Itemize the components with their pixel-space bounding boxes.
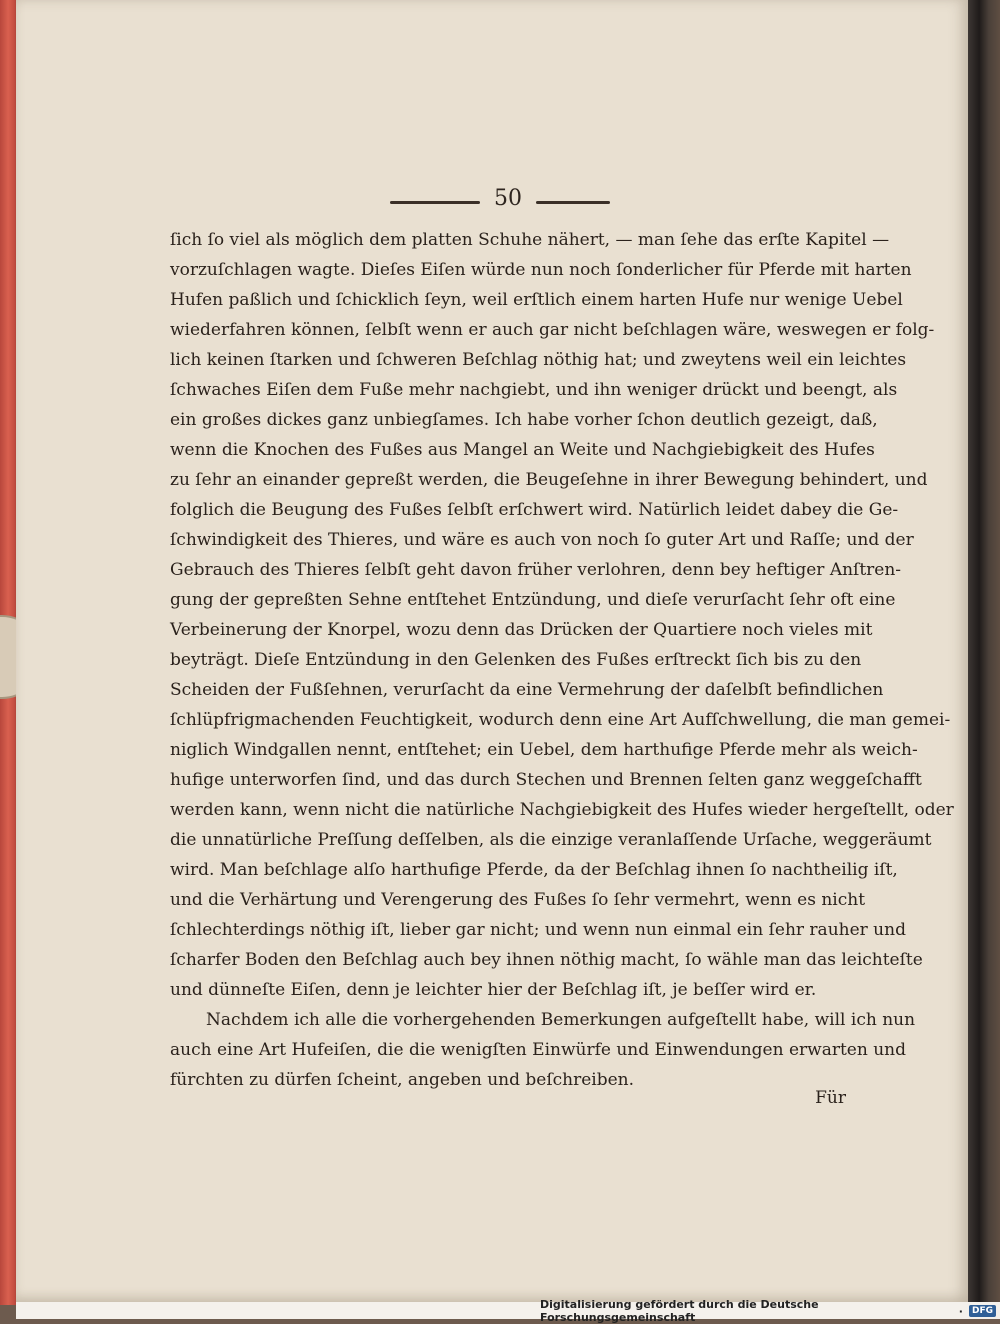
text-line: folglich die Beugung des Fußes ſelbſt erſchwert wird. Natürlich leidet dabey die Ge- <box>170 500 899 520</box>
text-line: und die Verhärtung und Verengerung des Fußes ſo ſehr vermehrt, wenn es nicht <box>170 890 866 910</box>
footer-credit: Digitalisierung gefördert durch die Deutsche Forschungsgemeinschaft <box>540 1298 819 1324</box>
header-rule-right <box>536 201 610 204</box>
text-line: ſcharfer Boden den Beſchlag auch bey ihnen nöthig macht, ſo wähle man das leichteſte <box>170 950 923 970</box>
text-line: hufige unterworfen ſind, und das durch Stechen und Brennen ſelten ganz weggeſchafft <box>170 770 922 790</box>
dfg-logo-icon: DFG <box>969 1305 996 1317</box>
text-line: werden kann, wenn nicht die natürliche Nachgiebigkeit des Hufes wieder hergeſtellt, oder <box>170 800 954 820</box>
book-page <box>16 0 968 1302</box>
header-rule-left <box>390 201 480 204</box>
digitization-footer: Digitalisierung gefördert durch die Deutsche Forschungsgemeinschaft · DFG <box>540 1303 996 1319</box>
text-line: ſchlechterdings nöthig iſt, lieber gar nicht; und wenn nun einmal ein ſehr rauher und <box>170 920 906 940</box>
text-line: wiederfahren können, ſelbſt wenn er auch gar nicht beſchlagen wäre, weswegen er folg- <box>170 320 935 340</box>
catchword: Für <box>815 1088 846 1108</box>
text-line: vorzuſchlagen wagte. Dieſes Eiſen würde nun noch ſonderlicher für Pferde mit harten <box>170 260 912 280</box>
text-line: Gebrauch des Thieres ſelbſt geht davon früher verlohren, denn bey heftiger Anſtren- <box>170 560 902 580</box>
text-line: beyträgt. Dieſe Entzündung in den Gelenken des Fußes erſtreckt ſich bis zu den <box>170 650 862 670</box>
text-line: und dünneſte Eiſen, denn je leichter hier der Beſchlag iſt, je beſſer wird er. <box>170 980 817 1000</box>
text-line: auch eine Art Hufeiſen, die die wenigſten Einwürfe und Einwendungen erwarten und <box>170 1040 906 1060</box>
text-line: niglich Windgallen nennt, entſtehet; ein Uebel, dem harthufige Pferde mehr als weich- <box>170 740 918 760</box>
text-line: gung der gepreßten Sehne entſtehet Entzündung, und dieſe verurſacht ſehr oft eine <box>170 590 896 610</box>
text-line: ſchwaches Eiſen dem Fuße mehr nachgiebt, und ihn weniger drückt und beengt, als <box>170 380 898 400</box>
text-line: ein großes dickes ganz unbiegſames. Ich habe vorher ſchon deutlich gezeigt, daß, <box>170 410 878 430</box>
text-line: Verbeinerung der Knorpel, wozu denn das Drücken der Quartiere noch vieles mit <box>170 620 873 640</box>
paragraph-first-line: Nachdem ich alle die vorhergehenden Bemerkungen aufgeſtellt habe, will ich nun <box>206 1010 916 1030</box>
text-line: lich keinen ſtarken und ſchweren Beſchlag nöthig hat; und zweytens weil ein leichtes <box>170 350 907 370</box>
text-line: wenn die Knochen des Fußes aus Mangel an Weite und Nachgiebigkeit des Hufes <box>170 440 875 460</box>
text-line: Hufen paßlich und ſchicklich ſeyn, weil erſtlich einem harten Hufe nur wenige Uebel <box>170 290 903 310</box>
book-spine <box>968 0 1000 1302</box>
text-line: ſchlüpfrigmachenden Feuchtigkeit, wodurch denn eine Art Aufſchwellung, die man gemei- <box>170 710 951 730</box>
text-line: die unnatürliche Preſſung deſſelben, als die einzige veranlaſſende Urſache, weggeräumt <box>170 830 932 850</box>
text-line: ſchwindigkeit des Thieres, und wäre es auch von noch ſo guter Art und Raſſe; und der <box>170 530 914 550</box>
text-line: wird. Man beſchlage alſo harthufige Pferde, da der Beſchlag ihnen ſo nachtheilig iſt, <box>170 860 898 880</box>
text-line: zu ſehr an einander gepreßt werden, die Beugeſehne in ihrer Bewegung behindert, und <box>170 470 928 490</box>
text-line: ſich ſo viel als möglich dem platten Schuhe nähert, — man ſehe das erſte Kapitel — <box>170 230 890 250</box>
text-line: fürchten zu dürfen ſcheint, angeben und beſchreiben. <box>170 1070 635 1090</box>
text-line: Scheiden der Fußſehnen, verurſacht da eine Vermehrung der daſelbſt befindlichen <box>170 680 884 700</box>
page-header <box>16 186 968 216</box>
page-number: 50 <box>494 186 522 211</box>
